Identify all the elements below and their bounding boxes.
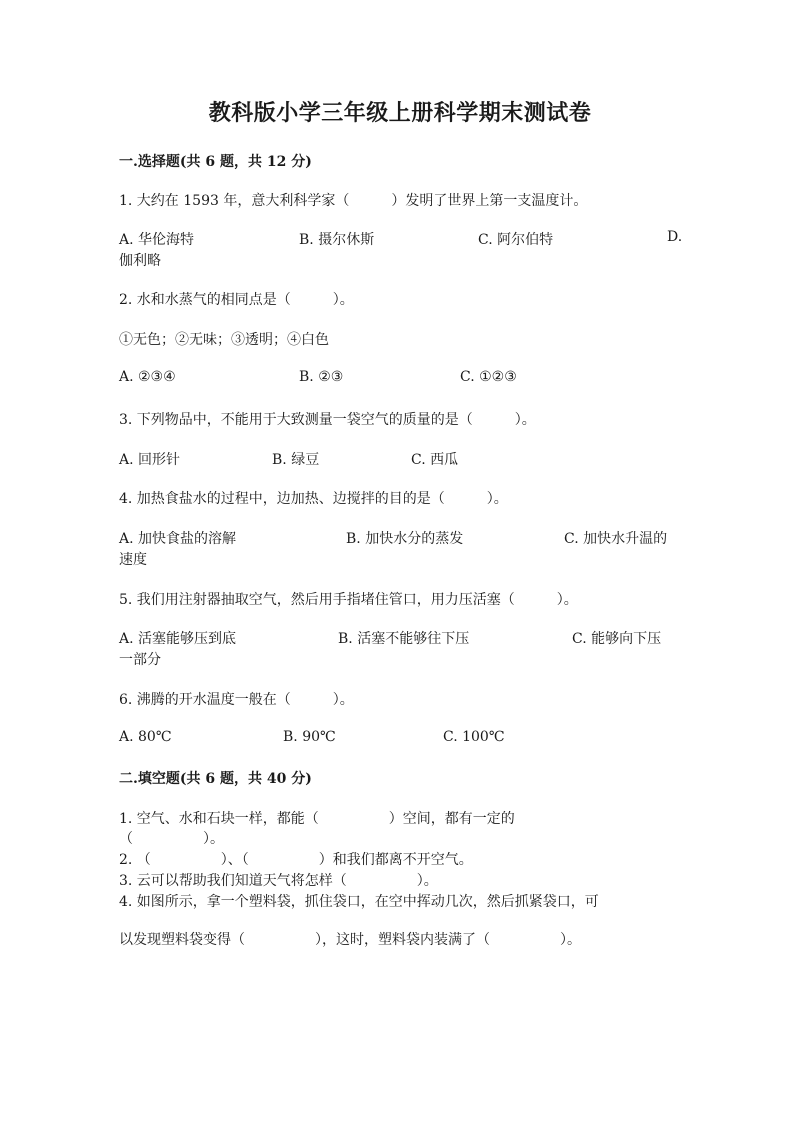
- fill-question-1-line-2: （ ）。: [119, 831, 224, 847]
- question-6-stem: 6. 沸腾的开水温度一般在（ ）。: [119, 692, 354, 708]
- question-3-option-a: A. 回形针: [119, 452, 181, 468]
- question-2-option-b: B. ②③: [299, 369, 344, 385]
- question-5-stem: 5. 我们用注射器抽取空气，然后用手指堵住管口，用力压活塞（ ）。: [119, 592, 578, 608]
- section-heading-fill-in: 二.填空题(共 6 题，共 40 分): [119, 771, 312, 787]
- question-4-option-c: C. 加快水升温的: [564, 531, 668, 547]
- fill-question-3: 3. 云可以帮助我们知道天气将怎样（ ）。: [119, 873, 438, 889]
- question-1-option-d-label: D.: [667, 229, 683, 245]
- question-6-option-a: A. 80℃: [119, 729, 172, 745]
- question-2-option-c: C. ①②③: [460, 369, 517, 385]
- question-3-stem: 3. 下列物品中，不能用于大致测量一袋空气的质量的是（ ）。: [119, 412, 536, 428]
- question-2-option-a: A. ②③④: [119, 369, 176, 385]
- section-heading-multiple-choice: 一.选择题(共 6 题，共 12 分): [119, 154, 312, 170]
- page-title: 教科版小学三年级上册科学期末测试卷: [208, 100, 592, 126]
- question-4-option-c-continued: 速度: [119, 552, 147, 568]
- question-3-option-c: C. 西瓜: [411, 452, 459, 468]
- question-4-stem: 4. 加热食盐水的过程中，边加热、边搅拌的目的是（ ）。: [119, 491, 508, 507]
- question-4-option-a: A. 加快食盐的溶解: [119, 531, 237, 547]
- question-3-option-b: B. 绿豆: [272, 452, 320, 468]
- question-4-option-b: B. 加快水分的蒸发: [346, 531, 464, 547]
- question-5-option-a: A. 活塞能够压到底: [119, 631, 237, 647]
- question-1-stem: 1. 大约在 1593 年，意大利科学家（ ）发明了世界上第一支温度计。: [119, 193, 588, 209]
- question-1-option-d-text: 伽利略: [119, 253, 161, 269]
- question-2-stem: 2. 水和水蒸气的相同点是（ ）。: [119, 292, 354, 308]
- question-1-option-c: C. 阿尔伯特: [478, 232, 554, 248]
- fill-question-4-line-1: 4. 如图所示，拿一个塑料袋，抓住袋口，在空中挥动几次，然后抓紧袋口，可: [119, 894, 599, 910]
- question-6-option-b: B. 90℃: [283, 729, 336, 745]
- question-5-option-c: C. 能够向下压: [572, 631, 662, 647]
- question-1-option-a: A. 华伦海特: [119, 232, 195, 248]
- question-5-option-b: B. 活塞不能够往下压: [338, 631, 470, 647]
- question-6-option-c: C. 100℃: [443, 729, 505, 745]
- question-2-statements: ①无色；②无味；③透明；④白色: [119, 332, 329, 348]
- question-1-option-b: B. 摄尔休斯: [299, 232, 375, 248]
- question-5-option-c-continued: 一部分: [119, 652, 161, 668]
- fill-question-1-line-1: 1. 空气、水和石块一样，都能（ ）空间，都有一定的: [119, 811, 515, 827]
- fill-question-2: 2. （ ）、（ ）和我们都离不开空气。: [119, 852, 473, 868]
- fill-question-4-line-2: 以发现塑料袋变得（ ），这时，塑料袋内装满了（ ）。: [119, 932, 581, 948]
